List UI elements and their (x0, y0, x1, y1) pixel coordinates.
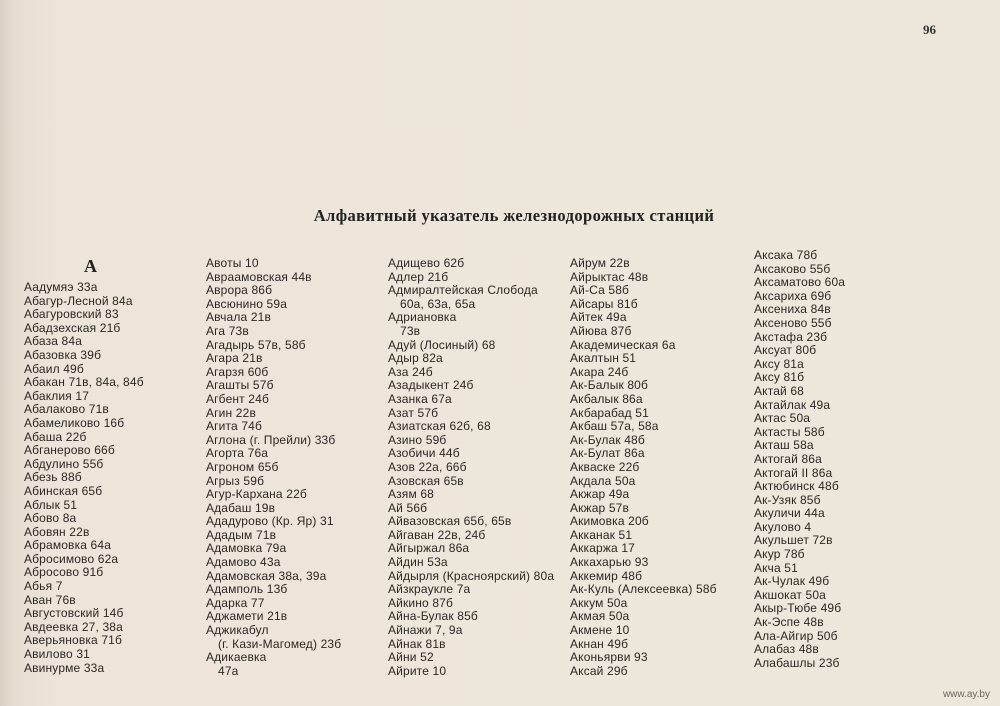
index-entry: Ай 56б (388, 500, 428, 515)
index-entry: Акканак 51 (570, 527, 633, 542)
index-entry: Абаклия 17 (24, 388, 90, 403)
index-column-1 (24, 256, 209, 675)
index-entry: Акалтын 51 (570, 351, 637, 366)
index-entry: Авчала 21в (206, 310, 271, 325)
index-entry: Акулово 4 (754, 519, 812, 534)
index-entry: Агрыз 59б (206, 473, 265, 488)
index-entry: Абинская 65б (24, 483, 103, 498)
index-entry: Айнак 81в (388, 636, 446, 651)
index-entry: Агроном 65б (206, 459, 279, 474)
index-entry: Августовский 14б (24, 606, 124, 621)
index-entry: Аверьяновка 71б (24, 633, 123, 648)
index-entry: Аксариха 69б (754, 288, 832, 303)
index-entry: Аккемир 48б (570, 568, 643, 583)
index-entry: Ала-Айгир 50б (754, 628, 838, 643)
index-entry: Ак-Чулак 49б (754, 574, 830, 589)
index-entry: (г. Кази-Магомед) 23б (218, 636, 342, 651)
index-entry: Абаил 49б (24, 361, 84, 376)
index-entry: Азадыкент 24б (388, 378, 474, 393)
page-title: Алфавитный указатель железнодорожных станций (313, 206, 715, 225)
index-entry: Акульшет 72в (754, 533, 833, 548)
index-entry: Аккум 50а (570, 595, 628, 610)
index-entry: Адриановка (388, 310, 457, 325)
index-entry: Азям 68 (388, 487, 434, 502)
index-entry: Акбаш 57а, 58а (570, 419, 659, 434)
index-entry: Акмене 10 (570, 623, 630, 638)
index-entry: Ак-Балык 80б (570, 378, 649, 393)
watermark: www.ay.by (942, 689, 990, 700)
index-entry: Аксай 29б (570, 663, 628, 678)
index-entry: Ага 73в (206, 323, 249, 338)
index-entry: Акдала 50а (570, 473, 636, 488)
index-entry: Агадырь 57в, 58б (206, 337, 306, 352)
index-entry: Ададым 71в (206, 527, 277, 542)
index-entry: Адамово 43а (206, 555, 281, 570)
index-entry: Авилово 31 (24, 647, 90, 662)
index-entry: Ак-Булат 86а (570, 446, 645, 461)
index-entry: Алабаз 48в (754, 642, 819, 657)
index-entry: Абалаково 71в (24, 402, 109, 417)
index-entry: Айтек 49а (570, 310, 627, 325)
index-entry: Айкино 87б (388, 595, 454, 610)
index-entry: Адамовка 79а (206, 541, 287, 556)
index-entry: Аксу 81б (754, 370, 805, 385)
index-entry: Абакан 71в, 84а, 84б (24, 375, 144, 390)
index-entry: Аккаржа 17 (570, 541, 635, 556)
index-entry: Айрите 10 (388, 663, 447, 678)
index-entry: Айвазовская 65б, 65в (388, 514, 512, 529)
index-entry: Аконьярви 93 (570, 650, 648, 665)
index-entry: Агин 22в (206, 405, 256, 420)
index-column-4 (570, 257, 755, 678)
section-letter: А (84, 256, 97, 276)
index-entry: Акара 24б (570, 364, 629, 379)
index-entry: Адабаш 19в (206, 500, 276, 515)
index-entry: Ак-Узяк 85б (754, 492, 821, 507)
index-entry: Абросово 91б (24, 565, 104, 580)
index-entry: Акча 51 (754, 560, 798, 575)
index-entry: Адуй (Лосиный) 68 (388, 337, 496, 352)
index-entry: Акташ 58а (754, 438, 814, 453)
index-entry: Абадзехская 21б (24, 320, 121, 335)
index-entry: Аджамети 21в (206, 609, 288, 624)
index-entry: Азат 57б (388, 405, 439, 420)
index-entry: 73в (400, 323, 421, 338)
index-entry: Айзкраукле 7а (388, 582, 471, 597)
index-entry: Ай-Са 58б (570, 283, 630, 298)
index-entry: Академическая 6а (570, 337, 676, 352)
index-entry: Айрыктас 48в (570, 269, 649, 284)
index-entry: Адарка 77 (206, 595, 265, 610)
index-entry: Азов 22а, 66б (388, 459, 467, 474)
index-entry: Акжар 49а (570, 487, 630, 502)
index-entry: Адикаевка (206, 650, 267, 665)
index-entry: Ак-Куль (Алексеевка) 58б (570, 582, 717, 597)
index-entry: Абовян 22в (24, 524, 90, 539)
index-entry: Агара 21в (206, 351, 263, 366)
index-entry: Авоты 10 (206, 256, 259, 270)
index-entry: Айнажи 7, 9а (388, 623, 463, 638)
index-entry: Актюбинск 48б (754, 479, 839, 494)
index-entry: Агита 74б (206, 419, 263, 434)
index-entry: Адлер 21б (388, 269, 449, 284)
index-entry: Айгыржал 86а (388, 541, 470, 556)
index-entry: Аксаматово 60а (754, 275, 846, 290)
index-entry: Актасты 58б (754, 424, 825, 439)
index-entry: Аблык 51 (24, 497, 78, 512)
index-entry: Абаша 22б (24, 429, 87, 444)
index-entry: Айсары 81б (570, 296, 638, 311)
index-entry: Агорта 76а (206, 446, 269, 461)
index-entry: Ак-Булак 48б (570, 432, 645, 447)
index-entry: Авраамовская 44в (206, 269, 312, 284)
index-entry: Адамполь 13б (206, 582, 288, 597)
index-entry: Актай 68 (754, 383, 805, 398)
index-entry: Аглона (г. Прейли) 33б (206, 432, 336, 447)
index-entry: Азино 59б (388, 432, 447, 447)
index-entry: Акшокат 50а (754, 587, 826, 602)
index-column-5 (754, 249, 939, 670)
index-entry: Айдырля (Красноярский) 80а (388, 568, 555, 583)
index-entry: Аза 24б (388, 364, 433, 379)
index-entry: Ададурово (Кр. Яр) 31 (206, 514, 334, 529)
index-entry: Актогай II 86а (754, 465, 833, 480)
index-entry: Актас 50а (754, 411, 811, 426)
index-entry: Аадумяэ 33а (24, 280, 98, 294)
index-entry: Адищево 62б (388, 256, 465, 270)
index-entry: Аксеново 55б (754, 315, 832, 330)
index-column-2 (206, 257, 391, 678)
index-entry: Айдин 53а (388, 555, 448, 570)
index-entry: Авдеевка 27, 38а (24, 619, 123, 634)
index-entry: Акмая 50а (570, 609, 630, 624)
index-entry: Акжар 57в (570, 500, 630, 515)
index-entry: Агбент 24б (206, 391, 269, 406)
index-entry: Адмиралтейская Слобода (388, 283, 538, 298)
index-entry: Абагур-Лесной 84а (24, 293, 133, 308)
index-entry: Абамеликово 16б (24, 415, 125, 430)
index-entry: Аксаково 55б (754, 261, 831, 276)
index-entry: Акуличи 44а (754, 506, 825, 521)
index-entry: Акимовка 20б (570, 514, 649, 529)
index-entry: Абья 7 (24, 579, 63, 594)
index-entry: Ак-Эспе 48в (754, 615, 824, 630)
index-entry: Акыр-Тюбе 49б (754, 601, 842, 616)
index-entry: Акбарабад 51 (570, 405, 649, 420)
index-entry: Аккахарью 93 (570, 555, 649, 570)
index-entry: Абрамовка 64а (24, 538, 112, 553)
index-entry: Актайлак 49а (754, 397, 831, 412)
index-entry: Абезь 88б (24, 470, 82, 485)
index-entry: Аксака 78б (754, 248, 818, 262)
index-entry: Агур-Кархана 22б (206, 487, 307, 502)
index-entry: Абагуровский 83 (24, 307, 119, 322)
index-entry: Абдулино 55б (24, 456, 104, 471)
index-entry: Абганерово 66б (24, 443, 115, 458)
index-entry: Азиатская 62б, 68 (388, 419, 491, 434)
index-entry: Агарзя 60б (206, 364, 269, 379)
index-entry: Айюва 87б (570, 323, 632, 338)
index-entry: Абазовка 39б (24, 347, 102, 362)
index-entry: Азовская 65в (388, 473, 464, 488)
index-entry: Азанка 67а (388, 391, 452, 406)
index-entry: Абаза 84а (24, 334, 83, 349)
index-entry: Аван 76в (24, 592, 76, 607)
index-entry: Агашты 57б (206, 378, 274, 393)
page-number: 96 (923, 22, 936, 37)
index-entry: Актогай 86а (754, 451, 822, 466)
index-entry: Акваске 22б (570, 459, 640, 474)
index-entry: Акнан 49б (570, 636, 629, 651)
index-entry: Абросимово 62а (24, 551, 119, 566)
index-entry: Айни 52 (388, 650, 434, 665)
index-entry: Аджикабул (206, 623, 269, 638)
index-entry: Авсюнино 59а (206, 296, 288, 311)
index-entry: Аксениха 84в (754, 302, 831, 317)
index-entry: Айрум 22в (570, 256, 630, 270)
index-entry: Азобичи 44б (388, 446, 460, 461)
index-entry: Авинурме 33а (24, 660, 105, 675)
index-entry: Акур 78б (754, 547, 805, 562)
index-entry: Аврора 86б (206, 283, 273, 298)
index-entry: Алабашлы 23б (754, 655, 840, 670)
index-entry: Аксу 81а (754, 356, 804, 371)
index-entry: 47а (218, 663, 239, 678)
index-entry: Аксуат 80б (754, 343, 817, 358)
index-entry: 60а, 63а, 65а (400, 296, 476, 311)
index-entry: Абово 8а (24, 511, 77, 526)
index-entry: Айна-Булак 85б (388, 609, 478, 624)
index-entry: Акстафа 23б (754, 329, 828, 344)
index-column-3 (388, 257, 573, 678)
index-entry: Адыр 82а (388, 351, 443, 366)
index-entry: Адамовская 38а, 39а (206, 568, 327, 583)
index-entry: Акбалык 86а (570, 391, 643, 406)
index-entry: Айгаван 22в, 24б (388, 527, 486, 542)
